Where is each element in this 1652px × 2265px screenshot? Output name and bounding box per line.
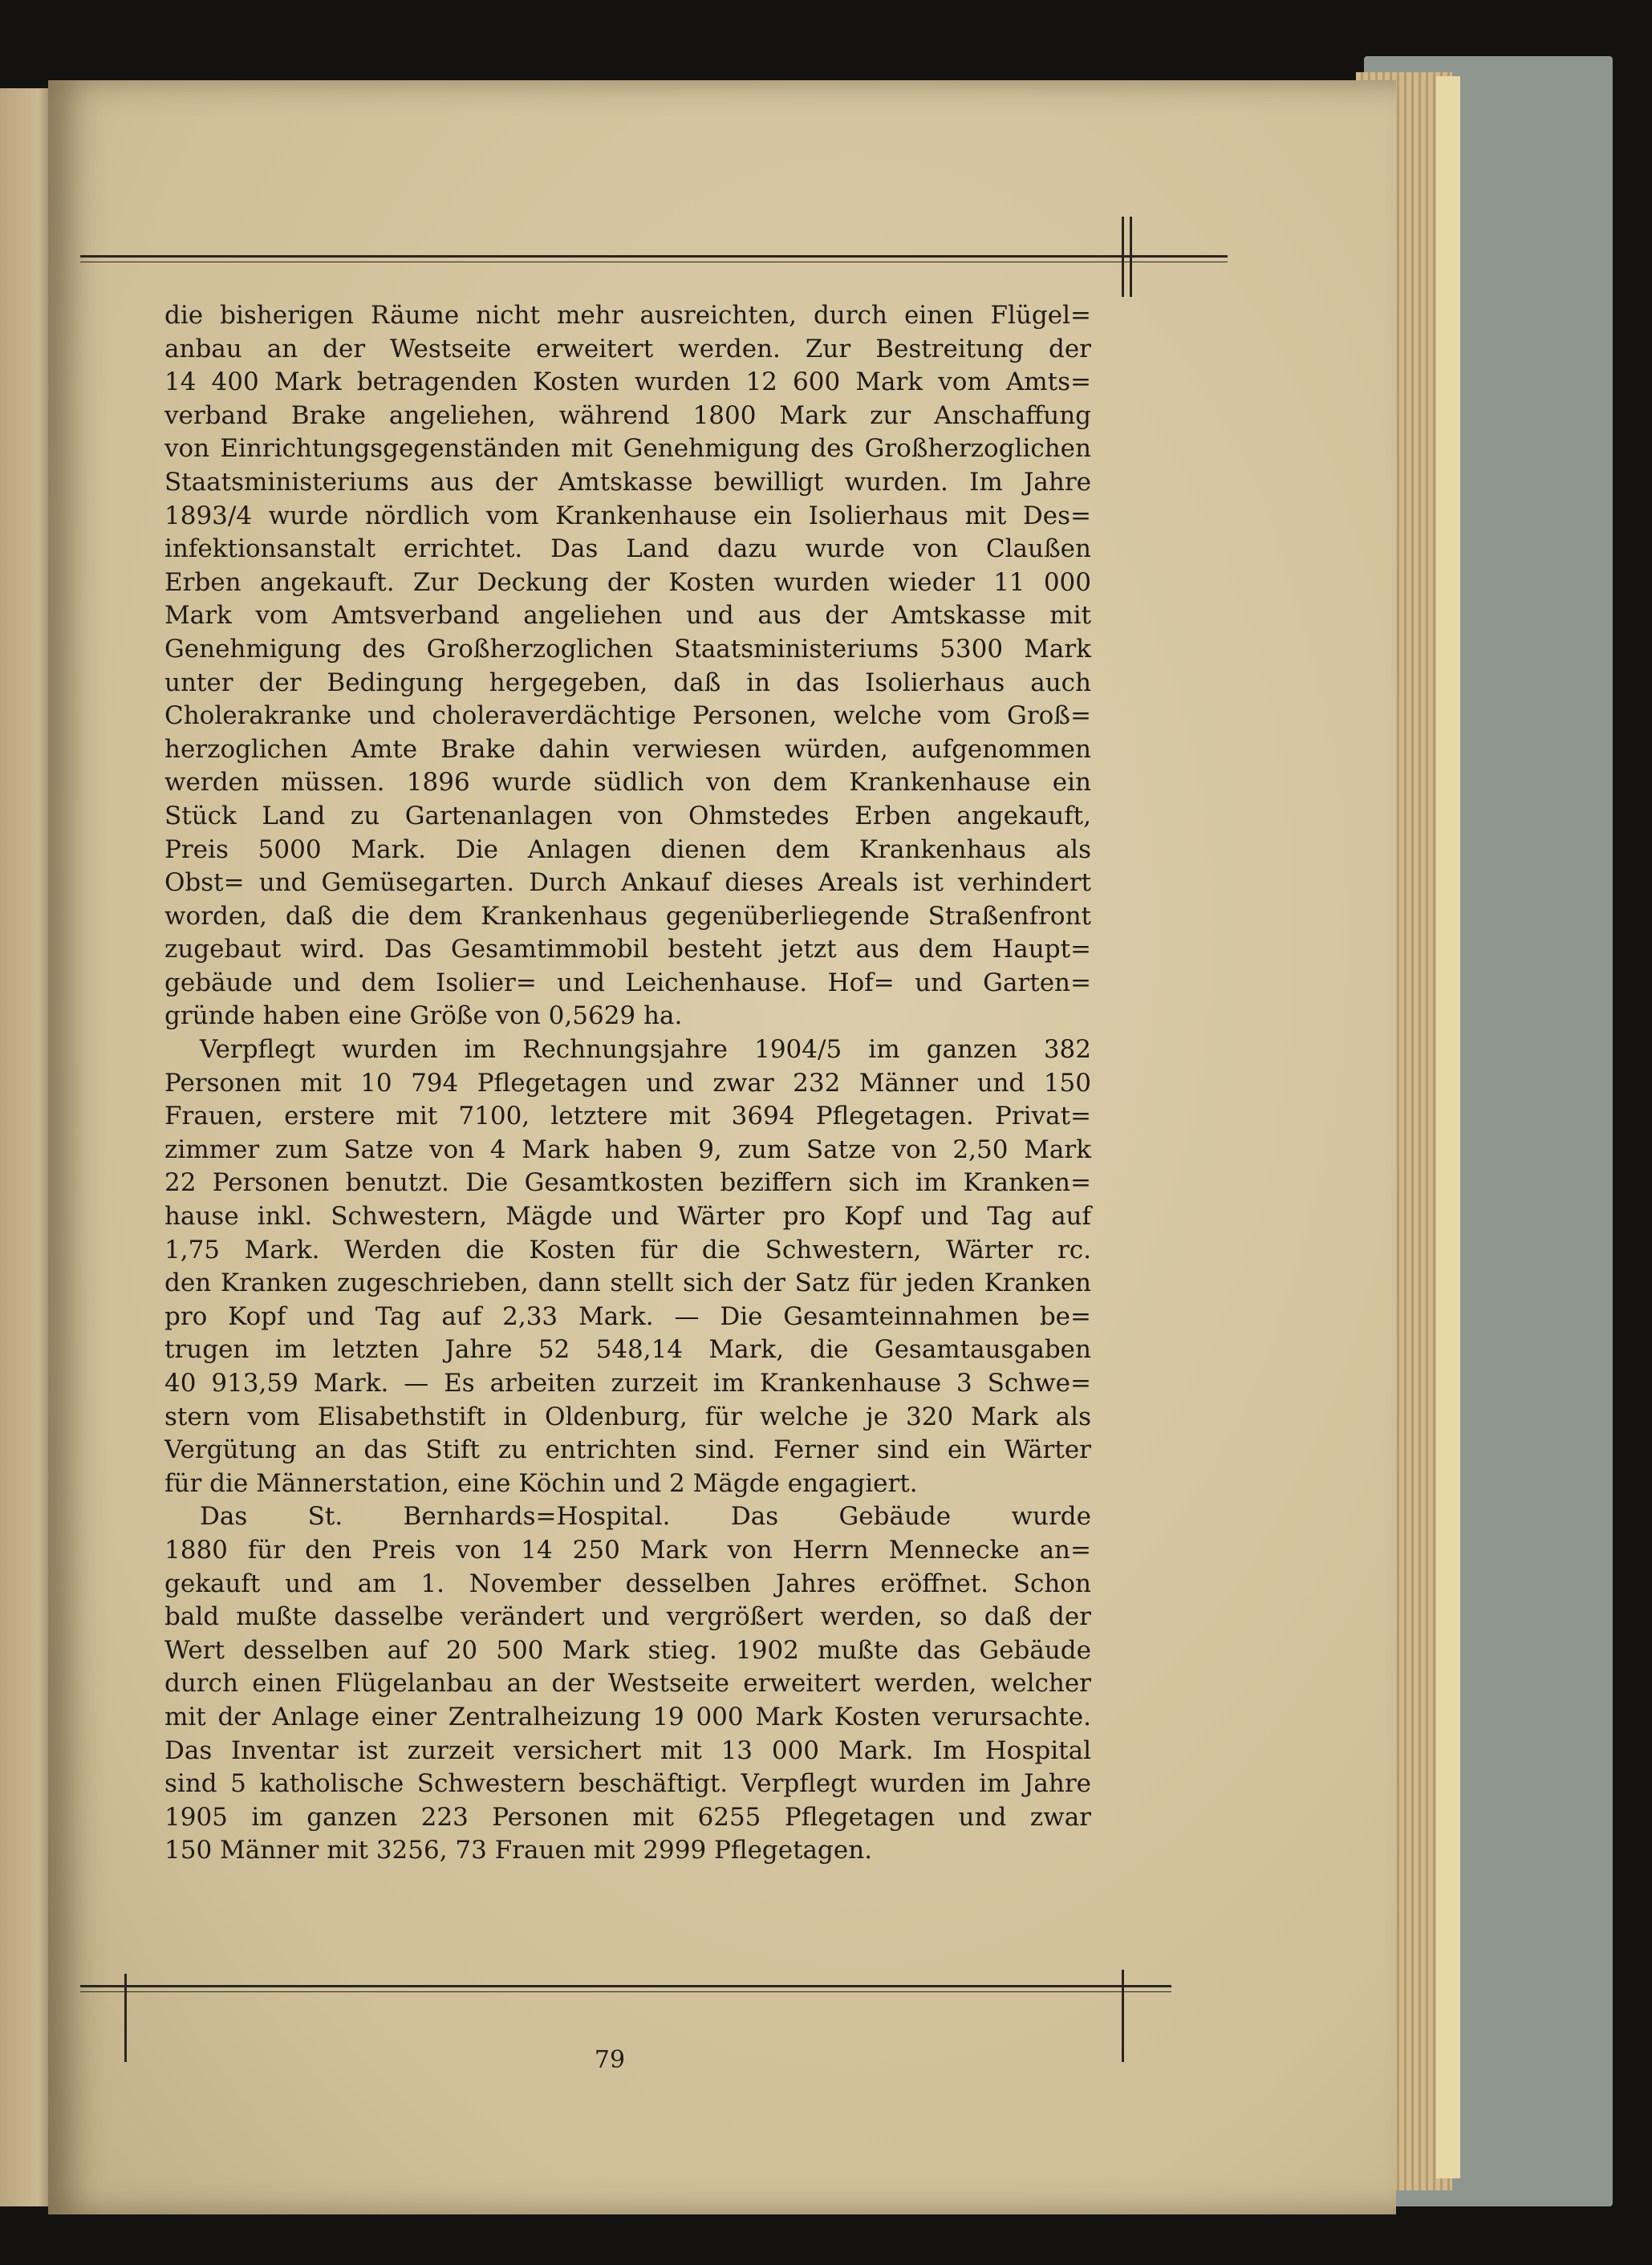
bottom-rule-inner bbox=[80, 1991, 1171, 1992]
text-line: sind 5 katholische Schwestern beschäftigt. Verpflegt wurden im Jahre bbox=[164, 1769, 1091, 1799]
text-line: Verpflegt wurden im Rechnungsjahre 1904/5 im ganzen 382 bbox=[200, 1035, 1091, 1065]
text-line: zugebaut wird. Das Gesamtimmobil besteht jetzt aus dem Haupt= bbox=[164, 935, 1091, 964]
text-line: 1,75 Mark. Werden die Kosten für die Schwestern, Wärter rc. bbox=[164, 1235, 1091, 1264]
text-line: Genehmigung des Großherzoglichen Staatsministeriums 5300 Mark bbox=[164, 634, 1091, 664]
text-line: Erben angekauft. Zur Deckung der Kosten wurden wieder 11 000 bbox=[164, 567, 1091, 597]
text-line: infektionsanstalt errichtet. Das Land dazu wurde von Claußen bbox=[164, 534, 1091, 564]
text-line: 1905 im ganzen 223 Personen mit 6255 Pflegetagen und zwar bbox=[164, 1802, 1091, 1832]
text-line: Staatsministeriums aus der Amtskasse bewilligt wurden. Im Jahre bbox=[164, 467, 1091, 497]
text-line: Mark vom Amtsverband angeliehen und aus der Amtskasse mit bbox=[164, 601, 1091, 631]
frame-right-2 bbox=[1130, 217, 1132, 297]
text-line: Frauen, erstere mit 7100, letztere mit 3694 Pflegetagen. Privat= bbox=[164, 1102, 1091, 1131]
text-line: von Einrichtungsgegenständen mit Genehmigung des Großherzoglichen bbox=[164, 434, 1091, 464]
text-line: unter der Bedingung hergegeben, daß in das Isolierhaus auch bbox=[164, 668, 1091, 697]
text-line: zimmer zum Satze von 4 Mark haben 9, zum Satze von 2,50 Mark bbox=[164, 1135, 1091, 1164]
text-line: 40 913,59 Mark. — Es arbeiten zurzeit im Krankenhause 3 Schwe= bbox=[164, 1369, 1091, 1398]
text-line: hause inkl. Schwestern, Mägde und Wärter pro Kopf und Tag auf bbox=[164, 1202, 1091, 1232]
text-line: worden, daß die dem Krankenhaus gegenüberliegende Straßenfront bbox=[164, 901, 1091, 931]
text-line: die bisherigen Räume nicht mehr ausreichten, durch einen Flügel= bbox=[164, 301, 1091, 330]
text-line: gekauft und am 1. November desselben Jahres eröffnet. Schon bbox=[164, 1569, 1091, 1598]
text-line: pro Kopf und Tag auf 2,33 Mark. — Die Gesamteinnahmen be= bbox=[164, 1301, 1091, 1331]
text-line: bald mußte dasselbe verändert und vergrößert werden, so daß der bbox=[164, 1602, 1091, 1632]
text-line: Cholerakranke und choleraverdächtige Personen, welche vom Groß= bbox=[164, 701, 1091, 731]
frame-right bbox=[1122, 217, 1124, 297]
text-line: herzoglichen Amte Brake dahin verwiesen würden, aufgenommen bbox=[164, 734, 1091, 764]
paragraph bbox=[164, 299, 1091, 1033]
text-line: für die Männerstation, eine Köchin und 2 Mägde engagiert. bbox=[164, 1468, 918, 1498]
paragraph bbox=[164, 1500, 1091, 1868]
text-line: Stück Land zu Gartenanlagen von Ohmstedes Erben angekauft, bbox=[164, 801, 1091, 830]
page-number: 79 bbox=[594, 2046, 626, 2074]
text-line: anbau an der Westseite erweitert werden. Zur Bestreitung der bbox=[164, 334, 1091, 363]
text-line: 1880 für den Preis von 14 250 Mark von Herrn Mennecke an= bbox=[164, 1535, 1091, 1565]
text-block bbox=[164, 299, 1091, 1868]
text-line: 1893/4 wurde nördlich vom Krankenhause ein Isolierhaus mit Des= bbox=[164, 501, 1091, 530]
top-rule bbox=[80, 255, 1228, 258]
text-line: Obst= und Gemüsegarten. Durch Ankauf dieses Areals ist verhindert bbox=[164, 868, 1091, 898]
text-line: Das Inventar ist zurzeit versichert mit 13 000 Mark. Im Hospital bbox=[164, 1735, 1091, 1765]
frame-right-bottom bbox=[1122, 1970, 1124, 2062]
text-line: stern vom Elisabethstift in Oldenburg, für welche je 320 Mark als bbox=[164, 1402, 1091, 1431]
text-line: Personen mit 10 794 Pflegetagen und zwar 232 Männer und 150 bbox=[164, 1068, 1091, 1098]
paragraph bbox=[164, 1033, 1091, 1500]
text-line: mit der Anlage einer Zentralheizung 19 000 Mark Kosten verursachte. bbox=[164, 1702, 1091, 1731]
text-line: werden müssen. 1896 wurde südlich von dem Krankenhause ein bbox=[164, 768, 1091, 798]
text-line: Wert desselben auf 20 500 Mark stieg. 1902 mußte das Gebäude bbox=[164, 1635, 1091, 1665]
text-line: verband Brake angeliehen, während 1800 Mark zur Anschaffung bbox=[164, 400, 1091, 430]
text-line: gründe haben eine Größe von 0,5629 ha. bbox=[164, 1001, 683, 1031]
page-edge bbox=[1436, 76, 1460, 2178]
text-line: Vergütung an das Stift zu entrichten sind. Ferner sind ein Wärter bbox=[164, 1435, 1091, 1465]
text-line: 22 Personen benutzt. Die Gesamtkosten beziffern sich im Kranken= bbox=[164, 1168, 1091, 1198]
text-line: Das St. Bernhards=Hospital. Das Gebäude wurde bbox=[200, 1502, 1091, 1532]
bottom-rule bbox=[80, 1985, 1171, 1987]
text-line: 14 400 Mark betragenden Kosten wurden 12 600 Mark vom Amts= bbox=[164, 367, 1091, 397]
text-line: den Kranken zugeschrieben, dann stellt sich der Satz für jeden Kranken bbox=[164, 1268, 1091, 1298]
text-line: gebäude und dem Isolier= und Leichenhause. Hof= und Garten= bbox=[164, 968, 1091, 997]
text-line: trugen im letzten Jahre 52 548,14 Mark, die Gesamtausgaben bbox=[164, 1335, 1091, 1365]
frame-left bbox=[124, 1974, 127, 2062]
text-line: durch einen Flügelanbau an der Westseite erweitert werden, welcher bbox=[164, 1669, 1091, 1699]
text-line: 150 Männer mit 3256, 73 Frauen mit 2999 Pflegetagen. bbox=[164, 1836, 873, 1865]
text-line: Preis 5000 Mark. Die Anlagen dienen dem Krankenhaus als bbox=[164, 834, 1091, 864]
